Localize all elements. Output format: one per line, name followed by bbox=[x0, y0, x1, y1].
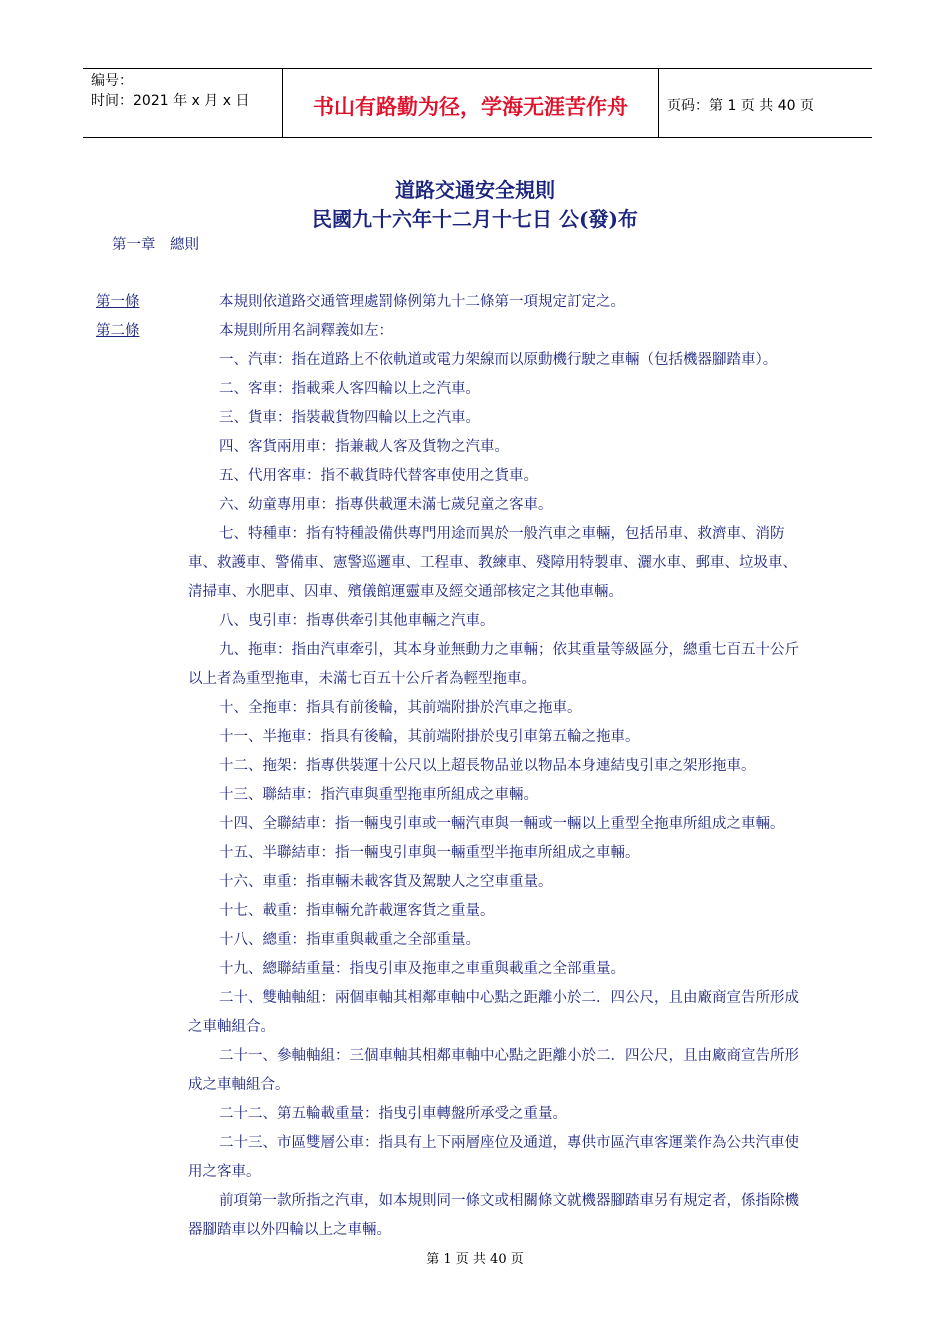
document-body bbox=[0, 288, 950, 1245]
text-line bbox=[0, 897, 950, 926]
line-text: 十七、載重：指車輛允許載運客貨之重量。 bbox=[219, 903, 495, 919]
line-text: 十二、拖架：指專供裝運十公尺以上超長物品並以物品本身連結曳引車之架形拖車。 bbox=[219, 758, 756, 774]
text-line bbox=[0, 723, 950, 752]
text-line bbox=[0, 491, 950, 520]
line-text: 二、客車：指載乘人客四輪以上之汽車。 bbox=[219, 381, 480, 397]
line-text: 九、拖車：指由汽車牽引，其本身並無動力之車輛；依其重量等級區分，總重七百五十公斤 bbox=[219, 642, 799, 658]
text-line bbox=[0, 462, 950, 491]
line-text: 二十一、參軸軸組：三個車軸其相鄰車軸中心點之距離小於二．四公尺，且由廠商宣告所形 bbox=[219, 1048, 799, 1064]
line-text: 以上者為重型拖車，未滿七百五十公斤者為輕型拖車。 bbox=[188, 671, 536, 687]
text-line bbox=[0, 1013, 950, 1042]
line-text: 十八、總重：指車重與載重之全部重量。 bbox=[219, 932, 480, 948]
text-line bbox=[0, 578, 950, 607]
line-text: 用之客車。 bbox=[188, 1164, 261, 1180]
text-line bbox=[0, 375, 950, 404]
text-line bbox=[0, 781, 950, 810]
line-text: 十、全拖車：指具有前後輪，其前端附掛於汽車之拖車。 bbox=[219, 700, 582, 716]
number-label: 编号： bbox=[91, 73, 133, 89]
line-text: 十三、聯結車：指汽車與重型拖車所組成之車輛。 bbox=[219, 787, 538, 803]
text-line bbox=[0, 839, 950, 868]
text-line bbox=[0, 549, 950, 578]
article-link[interactable]: 第一條 bbox=[96, 294, 140, 310]
line-text: 成之車軸組合。 bbox=[188, 1077, 290, 1093]
text-line bbox=[0, 433, 950, 462]
line-text: 八、曳引車：指專供牽引其他車輛之汽車。 bbox=[219, 613, 495, 629]
line-text: 五、代用客車：指不載貨時代替客車使用之貨車。 bbox=[219, 468, 538, 484]
line-text: 十一、半拖車：指具有後輪，其前端附掛於曳引車第五輪之拖車。 bbox=[219, 729, 640, 745]
line-text: 器腳踏車以外四輪以上之車輛。 bbox=[188, 1222, 391, 1238]
line-text: 一、汽車：指在道路上不依軌道或電力架線而以原動機行駛之車輛（包括機器腳踏車）。 bbox=[219, 352, 778, 368]
document-subtitle: 民國九十六年十二月十七日 公(發)布 bbox=[312, 207, 638, 231]
text-line bbox=[0, 1158, 950, 1187]
motto: 书山有路勤为径，学海无涯苦作舟 bbox=[283, 69, 659, 137]
text-line bbox=[0, 1042, 950, 1071]
line-text: 四、客貨兩用車：指兼載人客及貨物之汽車。 bbox=[219, 439, 509, 455]
text-line bbox=[0, 520, 950, 549]
text-line bbox=[0, 868, 950, 897]
line-text: 之車軸組合。 bbox=[188, 1019, 275, 1035]
line-text: 二十三、市區雙層公車：指具有上下兩層座位及通道，專供市區汽車客運業作為公共汽車使 bbox=[219, 1135, 799, 1151]
page-header bbox=[83, 68, 872, 138]
line-text: 十五、半聯結車：指一輛曳引車與一輛重型半拖車所組成之車輛。 bbox=[219, 845, 640, 861]
document-title: 道路交通安全規則 bbox=[395, 178, 555, 202]
line-text: 二十、雙軸軸組：兩個車軸其相鄰車軸中心點之距離小於二．四公尺，且由廠商宣告所形成 bbox=[219, 990, 799, 1006]
article-line bbox=[0, 317, 950, 346]
page-footer: 第 1 页 共 40 页 bbox=[426, 1252, 524, 1267]
text-line bbox=[0, 1216, 950, 1245]
line-text: 前項第一款所指之汽車，如本規則同一條文或相關條文就機器腳踏車另有規定者，係指除機 bbox=[219, 1193, 799, 1209]
text-line bbox=[0, 926, 950, 955]
text-line bbox=[0, 404, 950, 433]
text-line bbox=[0, 346, 950, 375]
line-text: 七、特種車：指有特種設備供專門用途而異於一般汽車之車輛，包括吊車、救濟車、消防 bbox=[219, 526, 785, 542]
text-line bbox=[0, 752, 950, 781]
chapter-heading: 第一章 總則 bbox=[112, 237, 199, 253]
line-text: 十四、全聯結車：指一輛曳引車或一輛汽車與一輛或一輛以上重型全拖車所組成之車輛。 bbox=[219, 816, 785, 832]
article-link[interactable]: 第二條 bbox=[96, 323, 140, 339]
line-text: 本規則所用名詞釋義如左： bbox=[219, 323, 393, 339]
line-text: 車、救護車、警備車、憲警巡邏車、工程車、教練車、殘障用特製車、灑水車、郵車、垃圾車、 bbox=[188, 555, 797, 571]
line-text: 本規則依道路交通管理處罰條例第九十二條第一項規定訂定之。 bbox=[219, 294, 625, 310]
header-meta bbox=[83, 69, 283, 137]
text-line bbox=[0, 955, 950, 984]
text-line bbox=[0, 1071, 950, 1100]
text-line bbox=[0, 810, 950, 839]
line-text: 三、貨車：指裝載貨物四輪以上之汽車。 bbox=[219, 410, 480, 426]
page-info: 页码：第 1 页 共 40 页 bbox=[667, 98, 814, 114]
date-label: 时间：2021 年 x 月 x 日 bbox=[91, 93, 250, 109]
line-text: 十六、車重：指車輛未載客貨及駕駛人之空車重量。 bbox=[219, 874, 553, 890]
text-line bbox=[0, 694, 950, 723]
line-text: 六、幼童專用車：指專供載運未滿七歲兒童之客車。 bbox=[219, 497, 553, 513]
line-text: 二十二、第五輪載重量：指曳引車轉盤所承受之重量。 bbox=[219, 1106, 567, 1122]
text-line bbox=[0, 636, 950, 665]
text-line bbox=[0, 984, 950, 1013]
text-line bbox=[0, 665, 950, 694]
text-line bbox=[0, 607, 950, 636]
line-text: 清掃車、水肥車、囚車、殯儀館運靈車及經交通部核定之其他車輛。 bbox=[188, 584, 623, 600]
text-line bbox=[0, 1187, 950, 1216]
text-line bbox=[0, 1100, 950, 1129]
line-text: 十九、總聯結重量：指曳引車及拖車之車重與載重之全部重量。 bbox=[219, 961, 625, 977]
article-line bbox=[0, 288, 950, 317]
text-line bbox=[0, 1129, 950, 1158]
